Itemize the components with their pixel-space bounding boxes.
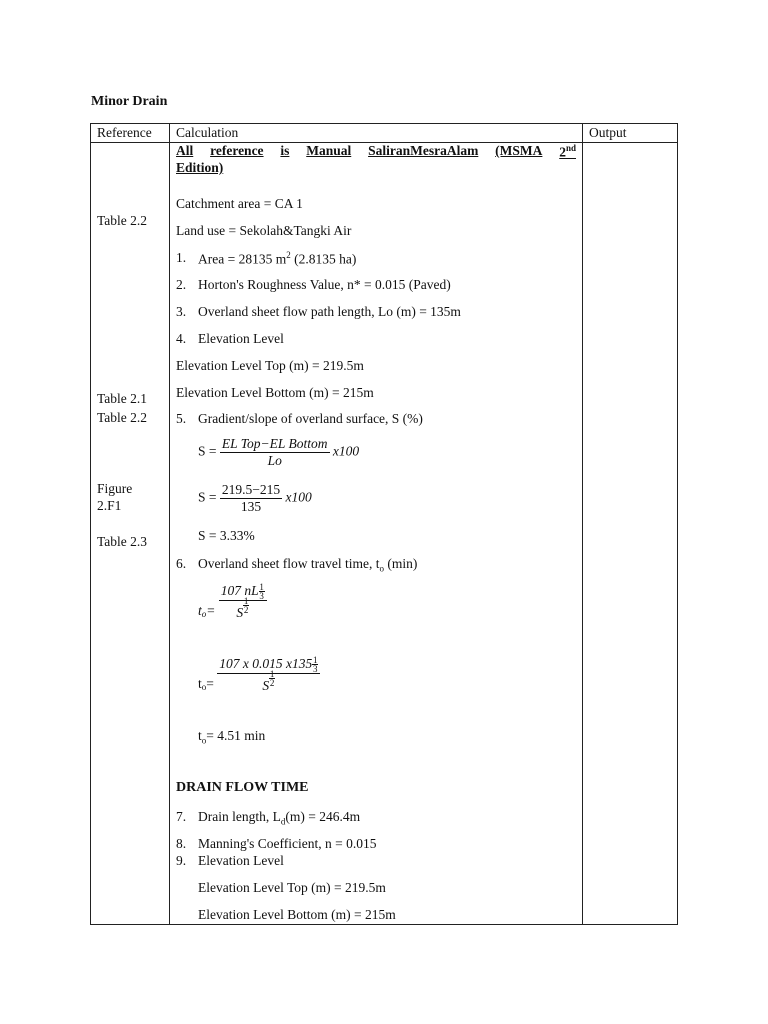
ref-table-2-3: Table 2.3 (97, 534, 148, 549)
item-mannings-coefficient: Manning's Coefficient, n = 0.015 (198, 836, 377, 851)
drain-flow-time-heading: DRAIN FLOW TIME (176, 780, 309, 795)
calculation-table (90, 123, 678, 925)
item-number: 5. (176, 411, 187, 426)
column-divider-output (582, 123, 583, 925)
ref-table-2-1: Table 2.1 (97, 391, 148, 406)
item-area: Area = 28135 $m^2$ (2.8135 ha) (198, 250, 357, 267)
ref-figure: Figure (97, 481, 133, 496)
item-drain-elevation-level: Elevation Level (198, 853, 284, 868)
item-number: 3. (176, 304, 187, 319)
drain-elevation-top: Elevation Level Top (m) = 219.5m (198, 880, 386, 895)
travel-time-result: $t_o= 4.51$ min (198, 728, 266, 746)
item-number: 9. (176, 853, 187, 868)
ref-figure-number: 2.F1 (97, 498, 122, 513)
item-number: 7. (176, 809, 187, 824)
header-reference: Reference (97, 125, 152, 140)
ref-table-2-2-b: Table 2.2 (97, 410, 148, 425)
catchment-area: Catchment area = CA 1 (176, 196, 303, 211)
item-number: 4. (176, 331, 187, 346)
slope-formula: S = $\frac{\text{EL Top−EL Bottom}}{Lo}$ x100 (198, 436, 360, 468)
item-flow-path-length: Overland sheet flow path length, Lo (m) = 135m (198, 304, 461, 319)
slope-substitution: S = $\frac{219.5-215}{135}$ x100 (198, 482, 312, 514)
section-title: Minor Drain (91, 94, 168, 109)
item-elevation-level: Elevation Level (198, 331, 284, 346)
slope-result: S = 3.33% (198, 528, 255, 543)
elevation-top: Elevation Level Top (m) = 219.5m (176, 358, 364, 373)
reference-note-edition: Edition) (176, 160, 224, 175)
item-number: 8. (176, 836, 187, 851)
item-roughness: Horton's Roughness Value, n* = 0.015 (Paved) (198, 277, 451, 292)
item-travel-time: Overland sheet flow travel time, $t_o$ (min) (198, 556, 418, 574)
drain-elevation-bottom: Elevation Level Bottom (m) = 215m (198, 907, 396, 922)
elevation-bottom: Elevation Level Bottom (m) = 215m (176, 385, 374, 400)
travel-time-substitution: $t_o=$ 107 x 0.015 x135 $\frac{1}{3}$ S $\frac{1}{2}$ (198, 650, 320, 694)
land-use: Land use = Sekolah&Tangki Air (176, 223, 352, 238)
item-number: 2. (176, 277, 187, 292)
travel-time-formula: $t_o=$ 107 nL $\frac{1}{3}$ S $\frac{1}{2}$ (198, 581, 267, 621)
ref-table-2-2: Table 2.2 (97, 213, 148, 228)
header-calculation: Calculation (176, 125, 239, 140)
item-drain-length: Drain length, $L_d(m) = 246.4m$ (198, 809, 361, 827)
item-gradient: Gradient/slope of overland surface, S (%) (198, 411, 423, 426)
item-number: 6. (176, 556, 187, 571)
item-number: 1. (176, 250, 187, 265)
column-divider-reference (169, 123, 170, 925)
reference-note: All reference is Manual SaliranMesraAlam (MSMA 2nd (176, 143, 576, 160)
header-output: Output (589, 125, 627, 140)
